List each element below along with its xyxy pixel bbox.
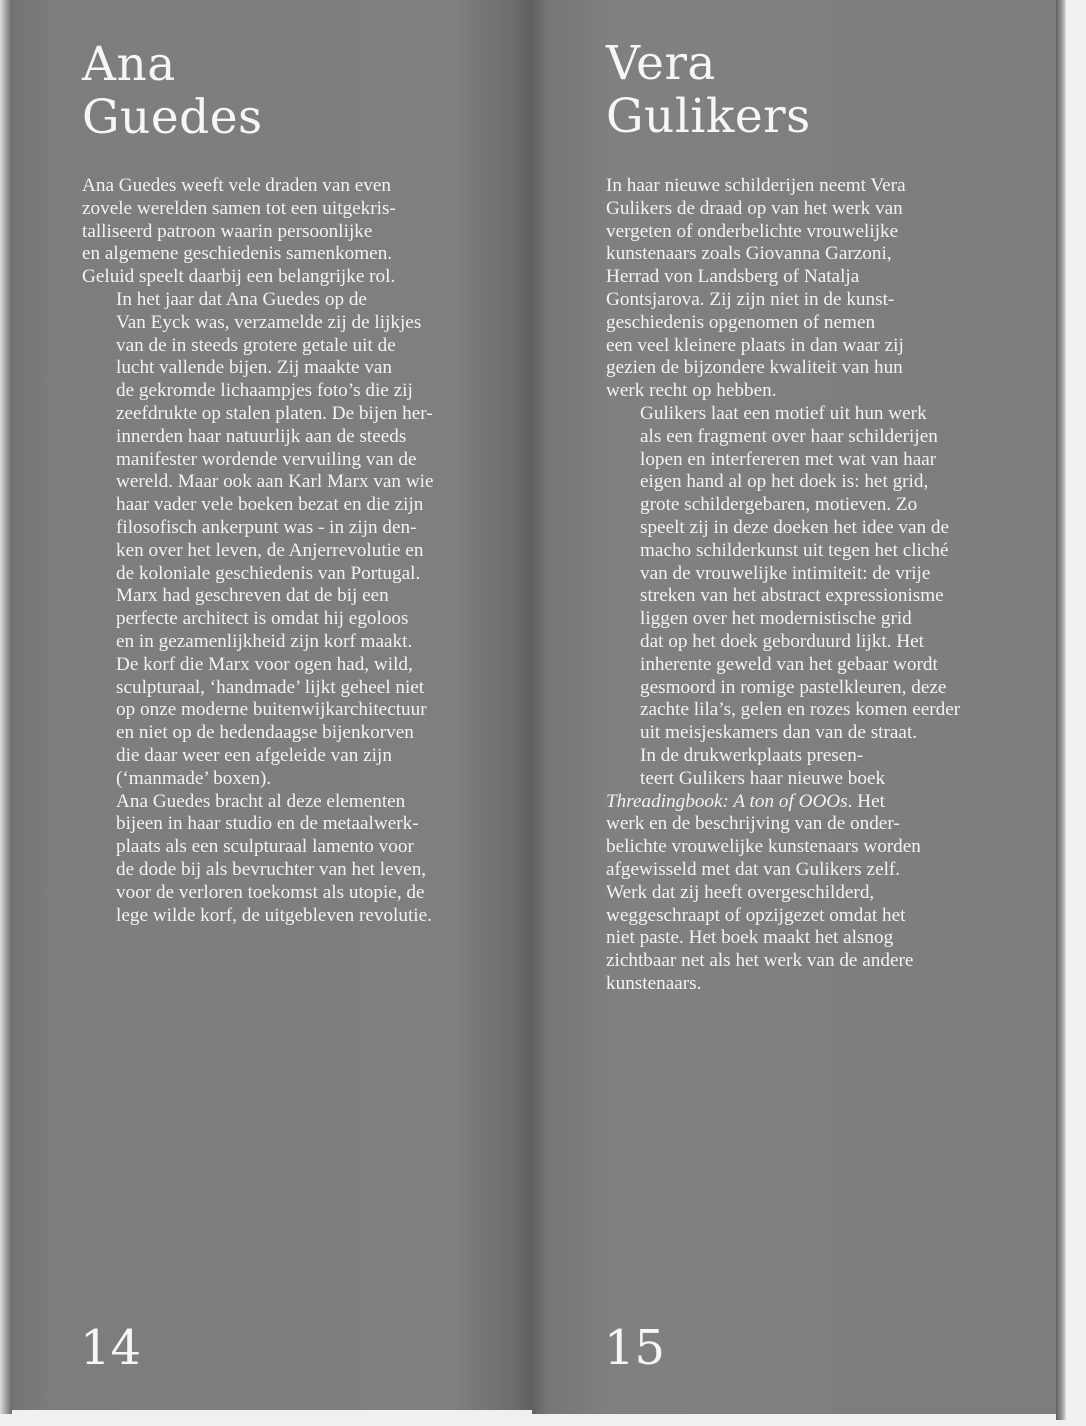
- text-line: haar vader vele boeken bezat en die zijn: [116, 494, 424, 516]
- paragraph: [82, 791, 482, 928]
- text-line: werk en de beschrijving van de onder-: [606, 813, 900, 835]
- text-line: Gulikers laat een motief uit hun werk: [640, 402, 927, 424]
- text-line: plaats als een sculpturaal lamento voor: [116, 836, 414, 858]
- title-line: Ana: [82, 37, 176, 92]
- right-page-title: [606, 37, 811, 143]
- text-line: speelt zij in deze doeken het idee van de: [640, 516, 949, 538]
- text-line: inherente geweld van het gebaar wordt: [640, 653, 938, 675]
- text-line: In het jaar dat Ana Guedes op de: [116, 288, 367, 310]
- paragraph: [82, 175, 482, 289]
- text-line: sculpturaal, ‘handmade’ lijkt geheel niet: [116, 676, 425, 698]
- text-line: afgewisseld met dat van Gulikers zelf.: [606, 858, 901, 880]
- text-line: weggeschraapt of opzijgezet omdat het: [606, 904, 906, 926]
- text-line: vergeten of onderbelichte vrouwelijke: [606, 220, 899, 242]
- text-line: streken van het abstract expressionisme: [640, 585, 944, 607]
- text-line: die daar weer een afgeleide van zijn: [116, 744, 392, 766]
- text-line: zachte lila’s, gelen en rozes komen eerder: [640, 699, 961, 721]
- text-line: lege wilde korf, de uitgebleven revolutie.: [116, 904, 432, 926]
- text-line: In haar nieuwe schilderijen neemt Vera: [606, 175, 906, 196]
- page-number: 14: [80, 1320, 142, 1376]
- text-line: dat op het doek geborduurd lijkt. Het: [640, 630, 925, 652]
- text-line: filosofisch ankerpunt was - in zijn den-: [116, 516, 417, 538]
- text-line: de koloniale geschiedenis van Portugal.: [116, 562, 421, 584]
- left-page: [10, 0, 532, 1410]
- text-line: de gekromde lichaampjes foto’s die zij: [116, 380, 413, 402]
- text-line: niet paste. Het boek maakt het alsnog: [606, 927, 894, 949]
- text-line: van de vrouwelijke intimiteit: de vrije: [640, 562, 931, 584]
- text-line: eigen hand al op het doek is: het grid,: [640, 471, 929, 493]
- text-line: De korf die Marx voor ogen had, wild,: [116, 653, 413, 675]
- text-line: werk recht op hebben.: [606, 380, 777, 402]
- text-line: zeefdrukte op stalen platen. De bijen her-: [116, 402, 433, 424]
- text-line: op onze moderne buitenwijkarchitectuur: [116, 699, 427, 721]
- text-line: Herrad von Landsberg of Natalja: [606, 266, 860, 288]
- text-line: wereld. Maar ook aan Karl Marx van wie: [116, 471, 434, 493]
- book-title: Threadingbook: A ton of OOOs: [606, 790, 848, 812]
- right-page-edge: [1056, 0, 1066, 1420]
- paragraph: [606, 403, 1014, 745]
- text-line: (‘manmade’ boxen).: [116, 767, 272, 789]
- left-page-body: [82, 175, 482, 927]
- text-line: liggen over het modernistische grid: [640, 608, 912, 630]
- text-line: perfecte architect is omdat hij egoloos: [116, 608, 409, 630]
- text-line: en niet op de hedendaagse bijenkorven: [116, 722, 414, 744]
- text-line: zovele werelden samen tot een uitgekris-: [82, 197, 396, 219]
- text-line: Ana Guedes weeft vele draden van even: [82, 175, 391, 196]
- right-page-body: [606, 175, 1014, 996]
- paragraph: [606, 175, 1014, 403]
- text-line: lopen en interfereren met wat van haar: [640, 448, 937, 470]
- text-line: [606, 791, 1014, 814]
- text-line: ken over het leven, de Anjerrevolutie en: [116, 539, 424, 561]
- text-line: een veel kleinere plaats in dan waar zij: [606, 334, 904, 356]
- title-line: Guedes: [82, 90, 263, 145]
- text-line: manifester wordende vervuiling van de: [116, 448, 417, 470]
- text-line: als een fragment over haar schilderijen: [640, 425, 938, 447]
- text-line: Marx had geschreven dat de bij een: [116, 585, 389, 607]
- text-line: grote schildergebaren, motieven. Zo: [640, 494, 918, 516]
- text-line: en in gezamenlijkheid zijn korf maakt.: [116, 630, 413, 652]
- left-page-title: [82, 38, 263, 144]
- text-line: van de in steeds grotere getale uit de: [116, 334, 396, 356]
- text-line: de dode bij als bevruchter van het leven,: [116, 858, 427, 880]
- text-line: kunstenaars zoals Giovanna Garzoni,: [606, 243, 892, 265]
- text-line: Ana Guedes bracht al deze elementen: [116, 790, 406, 812]
- paragraph: [82, 289, 482, 791]
- title-line: Vera: [606, 36, 716, 91]
- text-line: bijeen in haar studio en de metaalwerk-: [116, 813, 419, 835]
- text-line: geschiedenis opgenomen of nemen: [606, 311, 876, 333]
- book-title-suffix: . Het: [847, 790, 885, 812]
- text-line: uit meisjeskamers dan van de straat.: [640, 722, 918, 744]
- text-line: macho schilderkunst uit tegen het cliché: [640, 539, 949, 561]
- text-line: voor de verloren toekomst als utopie, de: [116, 881, 425, 903]
- text-line: zichtbaar net als het werk van de andere: [606, 950, 914, 972]
- text-line: gezien de bijzondere kwaliteit van hun: [606, 357, 903, 379]
- paragraph: [606, 791, 1014, 996]
- text-line: talliseerd patroon waarin persoonlijke: [82, 220, 373, 242]
- text-line: teert Gulikers haar nieuwe boek: [640, 767, 886, 789]
- text-line: Werk dat zij heeft overgeschilderd,: [606, 881, 875, 903]
- text-line: Geluid speelt daarbij een belangrijke rol.: [82, 266, 396, 288]
- text-line: innerden haar natuurlijk aan de steeds: [116, 425, 407, 447]
- right-page: [532, 0, 1062, 1414]
- text-line: lucht vallende bijen. Zij maakte van: [116, 357, 392, 379]
- paragraph: [606, 745, 1014, 791]
- text-line: en algemene geschiedenis samenkomen.: [82, 243, 393, 265]
- text-line: belichte vrouwelijke kunstenaars worden: [606, 836, 921, 858]
- text-line: Gulikers de draad op van het werk van: [606, 197, 903, 219]
- text-line: gesmoord in romige pastelkleuren, deze: [640, 676, 947, 698]
- page-number: 15: [604, 1320, 666, 1376]
- text-line: kunstenaars.: [606, 972, 702, 994]
- text-line: In de drukwerkplaats presen-: [640, 744, 864, 766]
- text-line: Gontsjarova. Zij zijn niet in de kunst-: [606, 288, 895, 310]
- title-line: Gulikers: [606, 89, 811, 144]
- text-line: Van Eyck was, verzamelde zij de lijkjes: [116, 311, 422, 333]
